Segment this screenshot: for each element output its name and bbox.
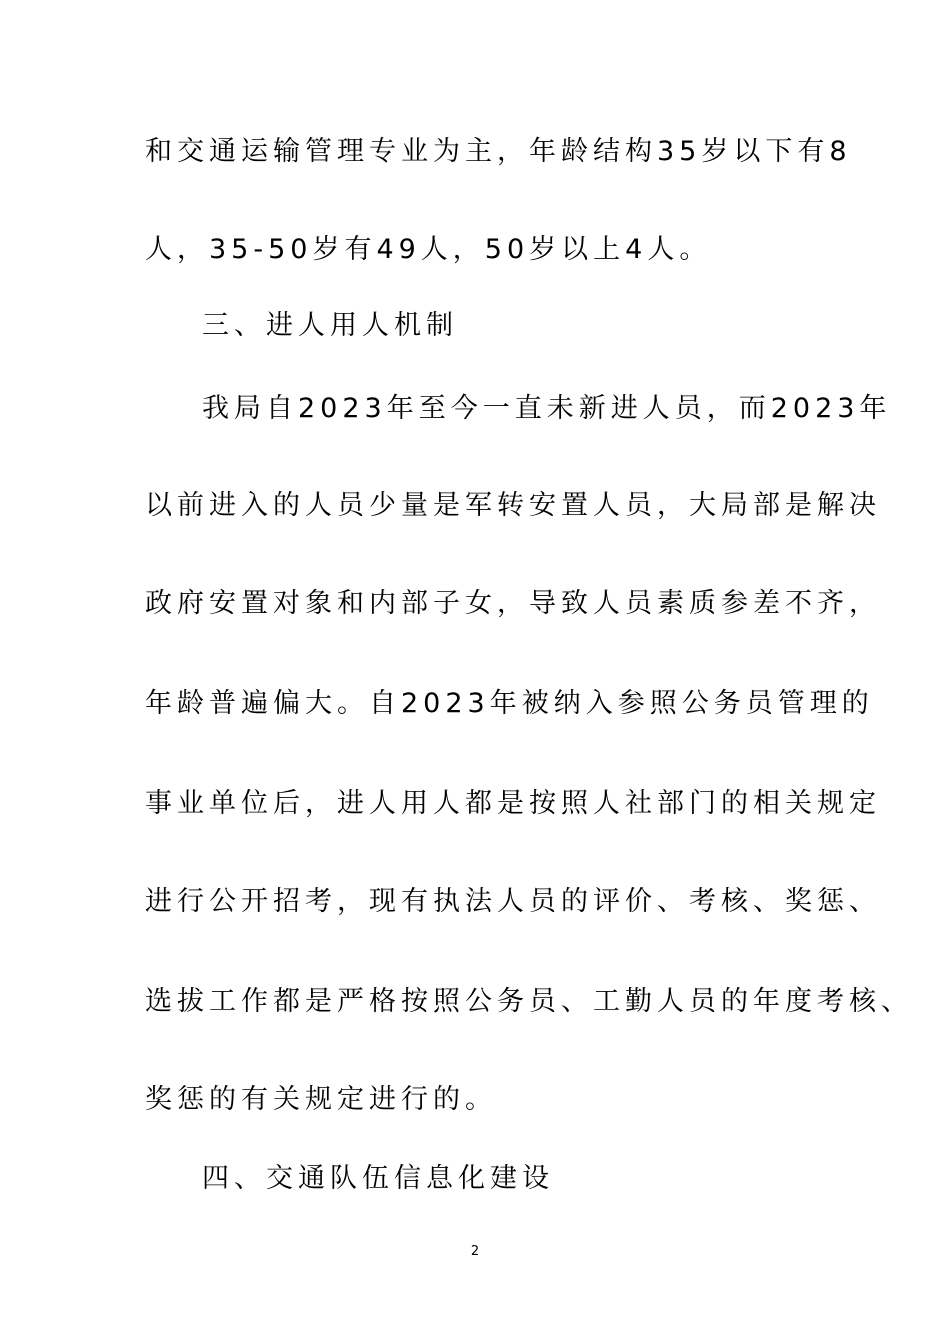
section-heading: 三、进人用人机制 bbox=[202, 310, 458, 341]
paragraph-line: 进行公开招考，现有执法人员的评价、考核、奖惩、 bbox=[145, 886, 881, 917]
paragraph-line: 事业单位后，进人用人都是按照人社部门的相关规定 bbox=[145, 788, 881, 819]
paragraph-line: 政府安置对象和内部子女，导致人员素质参差不齐， bbox=[145, 588, 881, 619]
paragraph-line: 以前进入的人员少量是军转安置人员，大局部是解决 bbox=[145, 490, 881, 521]
paragraph-line: 选拔工作都是严格按照公务员、工勤人员的年度考核、 bbox=[145, 986, 913, 1017]
paragraph-line: 人，35-50岁有49人，50岁以上4人。 bbox=[145, 234, 712, 265]
paragraph-line: 和交通运输管理专业为主，年龄结构35岁以下有8 bbox=[145, 136, 852, 167]
paragraph-line: 年龄普遍偏大。自2023年被纳入参照公务员管理的 bbox=[145, 688, 874, 719]
page-number: 2 bbox=[470, 1244, 480, 1259]
paragraph-line: 奖惩的有关规定进行的。 bbox=[145, 1084, 497, 1115]
paragraph-line: 我局自2023年至今一直未新进人员，而2023年 bbox=[202, 393, 892, 424]
section-heading: 四、交通队伍信息化建设 bbox=[202, 1163, 554, 1194]
